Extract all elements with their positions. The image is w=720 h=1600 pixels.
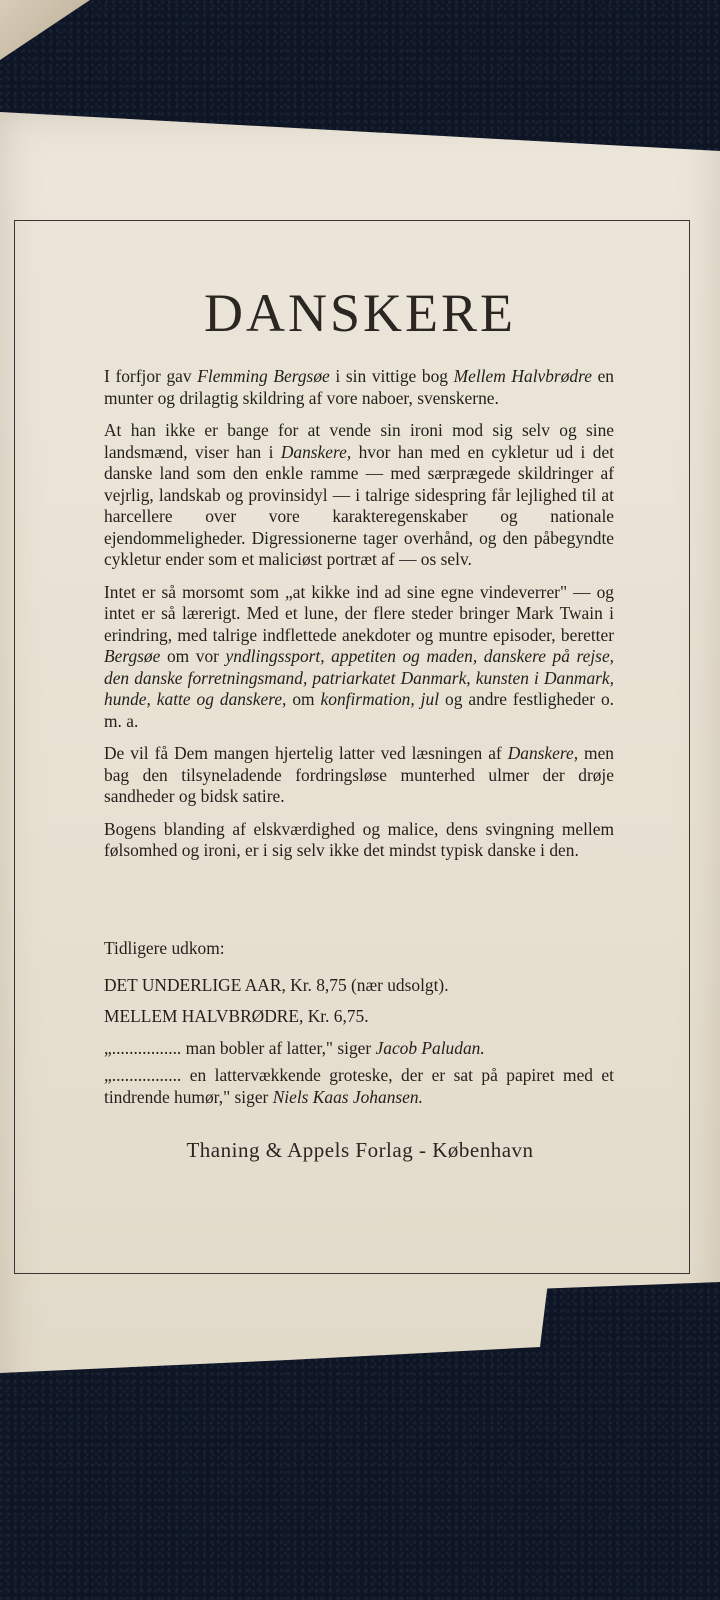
paragraph-3: Intet er så morsomt som „at kikke ind ad sine egne vindeverrer" — og intet er så lærerigt. Med et lune, der flere steder bringer Mark Twain i erindring, med talrige indflettede anekdoter og muntre episoder, beretter Bergsøe om vor yndlingssport, appetiten og maden, danskere på rejse, den danske forretningsmand, patriarkatet Danmark, kunsten i Danmark, hunde, katte og danskere, om konfirmation, jul og andre festligheder o. m. a. xyxy=(104,581,615,731)
earlier-book-1: DET UNDERLIGE AAR, Kr. 8,75 (nær udsolgt). xyxy=(104,974,449,995)
book-title: Danskere, xyxy=(280,441,352,462)
paragraph-2: At han ikke er bange for at vende sin ironi mod sig selv og sine landsmænd, viser han i Danskere, hvor han med en cykletur ud i det danske land som den enkle ramme — med særprægede skildringer af vejrlig, landskab og provinsidyl — i talrige sidespring får lejlighed til at harcellere over vore karakteregenskaber og nationale ejendommeligheder. Digressionerne tager overhånd, og den påbegyndte cykletur ender som et maliciøst portræt af — os selv. xyxy=(104,420,614,569)
reviewer-name: Jacob Paludan. xyxy=(375,1037,485,1058)
reviewer-name: Niels Kaas Johansen. xyxy=(272,1086,423,1107)
publisher-line: Thaning & Appels Forlag - København xyxy=(186,1138,534,1162)
earlier-label: Tidligere udkom: xyxy=(104,938,225,958)
book-title: Mellem Halvbrødre xyxy=(453,366,592,386)
blurb-text xyxy=(104,366,614,873)
paper-corner xyxy=(0,0,90,60)
book-title: Danskere, xyxy=(507,743,579,763)
paragraph-5: Bogens blanding af elskværdighed og malice, dens svingning mellem følsomhed og ironi, er i sig selv ikke det mindst typisk danske i den. xyxy=(104,818,614,860)
review-quote-1: „................ man bobler af latter," siger Jacob Paludan. xyxy=(104,1037,485,1058)
earlier-book-2: MELLEM HALVBRØDRE, Kr. 6,75. xyxy=(104,1006,369,1026)
author-name: Flemming Bergsøe xyxy=(197,366,330,386)
author-name: Bergsøe xyxy=(104,646,161,666)
page-title: DANSKERE xyxy=(203,283,516,343)
topic-list-2: konfirmation, jul xyxy=(320,689,440,709)
paragraph-4: De vil få Dem mangen hjertelig latter ved læsningen af Danskere, men bag den tilsyneladende fordringsløse munterhed ulmer der drøje sandheder og bidsk satire. xyxy=(104,743,614,806)
topic-list: yndlingssport, appetiten og maden, danskere på rejse, den danske forretningsmand, patriarkatet Danmark, kunsten i Danmark, hunde, katte og danskere, xyxy=(104,646,615,709)
earlier-works xyxy=(104,938,614,1114)
paragraph-1: I forfjor gav Flemming Bergsøe i sin vittige bog Mellem Halvbrødre en munter og drilagtig skildring af vore naboer, svenskerne. xyxy=(104,366,614,408)
review-quote-2: „................ en lattervækkende groteske, der er sat på papiret med et tindrende humør," siger Niels Kaas Johansen. xyxy=(104,1065,614,1107)
